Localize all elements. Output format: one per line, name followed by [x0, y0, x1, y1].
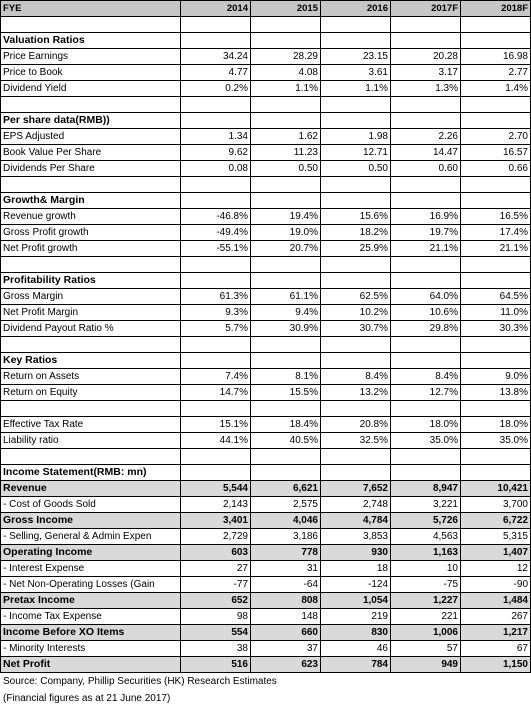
- row-label: Gross Margin: [1, 289, 181, 305]
- section-title-filler: [181, 353, 251, 369]
- spacer-cell: [251, 17, 321, 33]
- section-title-filler: [321, 465, 391, 481]
- value-cell: 3.17: [391, 65, 461, 81]
- income-row-label: Pretax Income: [1, 593, 181, 609]
- row-label: Liability ratio: [1, 433, 181, 449]
- income-value-cell: 2,729: [181, 529, 251, 545]
- spacer-cell: [461, 177, 531, 193]
- income-row: [1, 545, 531, 561]
- value-cell: 9.0%: [461, 369, 531, 385]
- spacer-row: [1, 97, 531, 113]
- income-value-cell: 930: [321, 545, 391, 561]
- income-value-cell: 46: [321, 641, 391, 657]
- section-title: Growth& Margin: [1, 193, 181, 209]
- income-value-cell: -77: [181, 577, 251, 593]
- value-cell: 20.28: [391, 49, 461, 65]
- spacer-cell: [321, 177, 391, 193]
- income-value-cell: 603: [181, 545, 251, 561]
- value-cell: 62.5%: [321, 289, 391, 305]
- income-value-cell: 1,150: [461, 657, 531, 673]
- value-cell: 11.0%: [461, 305, 531, 321]
- section-title-filler: [321, 193, 391, 209]
- value-cell: 16.57: [461, 145, 531, 161]
- section-title-filler: [321, 273, 391, 289]
- section-title-filler: [181, 113, 251, 129]
- section-title-filler: [251, 353, 321, 369]
- value-cell: 1.1%: [251, 81, 321, 97]
- spacer-cell: [1, 177, 181, 193]
- year-header: 2016: [321, 1, 391, 17]
- value-cell: 35.0%: [391, 433, 461, 449]
- value-cell: 64.5%: [461, 289, 531, 305]
- value-cell: 3.61: [321, 65, 391, 81]
- spacer-cell: [321, 449, 391, 465]
- value-cell: 64.0%: [391, 289, 461, 305]
- year-header: 2015: [251, 1, 321, 17]
- income-value-cell: 3,401: [181, 513, 251, 529]
- spacer-cell: [461, 17, 531, 33]
- section-title-filler: [251, 273, 321, 289]
- income-value-cell: 267: [461, 609, 531, 625]
- spacer-cell: [181, 257, 251, 273]
- data-row: [1, 289, 531, 305]
- income-row: [1, 513, 531, 529]
- income-row: [1, 641, 531, 657]
- income-value-cell: 652: [181, 593, 251, 609]
- section-title-filler: [321, 33, 391, 49]
- income-row: [1, 497, 531, 513]
- section-title-filler: [391, 33, 461, 49]
- value-cell: 44.1%: [181, 433, 251, 449]
- income-value-cell: 554: [181, 625, 251, 641]
- spacer-cell: [181, 17, 251, 33]
- row-label: Return on Equity: [1, 385, 181, 401]
- income-value-cell: 10: [391, 561, 461, 577]
- value-cell: 28.29: [251, 49, 321, 65]
- income-value-cell: 1,006: [391, 625, 461, 641]
- spacer-cell: [321, 97, 391, 113]
- income-value-cell: -90: [461, 577, 531, 593]
- section-title-row: [1, 33, 531, 49]
- section-title-row: [1, 353, 531, 369]
- value-cell: 12.71: [321, 145, 391, 161]
- data-row: [1, 241, 531, 257]
- value-cell: 14.47: [391, 145, 461, 161]
- income-value-cell: 37: [251, 641, 321, 657]
- data-row: [1, 49, 531, 65]
- income-row: [1, 657, 531, 673]
- spacer-cell: [181, 401, 251, 417]
- row-label: Dividend Payout Ratio %: [1, 321, 181, 337]
- section-title: Valuation Ratios: [1, 33, 181, 49]
- value-cell: 8.1%: [251, 369, 321, 385]
- income-value-cell: 1,163: [391, 545, 461, 561]
- spacer-row: [1, 177, 531, 193]
- value-cell: 16.98: [461, 49, 531, 65]
- spacer-cell: [1, 97, 181, 113]
- value-cell: 2.26: [391, 129, 461, 145]
- income-value-cell: 4,784: [321, 513, 391, 529]
- income-value-cell: 2,575: [251, 497, 321, 513]
- value-cell: 9.62: [181, 145, 251, 161]
- income-value-cell: -75: [391, 577, 461, 593]
- spacer-row: [1, 257, 531, 273]
- income-value-cell: 1,407: [461, 545, 531, 561]
- row-label: Dividend Yield: [1, 81, 181, 97]
- income-value-cell: 2,143: [181, 497, 251, 513]
- section-title: Per share data(RMB)): [1, 113, 181, 129]
- income-row-label: Gross Income: [1, 513, 181, 529]
- spacer-cell: [1, 17, 181, 33]
- spacer-cell: [251, 401, 321, 417]
- value-cell: 61.3%: [181, 289, 251, 305]
- income-value-cell: 4,563: [391, 529, 461, 545]
- income-row-label: - Selling, General & Admin Expen: [1, 529, 181, 545]
- spacer-cell: [321, 401, 391, 417]
- value-cell: 7.4%: [181, 369, 251, 385]
- section-title-filler: [321, 113, 391, 129]
- source-note: Source: Company, Phillip Securities (HK) Research Estimates: [3, 676, 277, 687]
- section-title-filler: [461, 113, 531, 129]
- income-value-cell: 949: [391, 657, 461, 673]
- spacer-cell: [1, 401, 181, 417]
- value-cell: 16.5%: [461, 209, 531, 225]
- section-title-filler: [251, 113, 321, 129]
- section-title-filler: [251, 33, 321, 49]
- spacer-cell: [181, 177, 251, 193]
- value-cell: 15.1%: [181, 417, 251, 433]
- data-row: [1, 81, 531, 97]
- spacer-cell: [251, 97, 321, 113]
- year-header: 2018F: [461, 1, 531, 17]
- value-cell: 0.50: [321, 161, 391, 177]
- section-title-filler: [461, 353, 531, 369]
- value-cell: 0.66: [461, 161, 531, 177]
- income-value-cell: 1,227: [391, 593, 461, 609]
- value-cell: 20.8%: [321, 417, 391, 433]
- data-row: [1, 209, 531, 225]
- income-value-cell: 1,217: [461, 625, 531, 641]
- income-value-cell: 623: [251, 657, 321, 673]
- income-value-cell: 10,421: [461, 481, 531, 497]
- income-value-cell: 6,722: [461, 513, 531, 529]
- value-cell: 21.1%: [461, 241, 531, 257]
- fye-label: FYE: [1, 1, 181, 17]
- spacer-cell: [391, 257, 461, 273]
- value-cell: 8.4%: [321, 369, 391, 385]
- value-cell: 17.4%: [461, 225, 531, 241]
- spacer-cell: [391, 17, 461, 33]
- income-title-row: [1, 465, 531, 481]
- value-cell: 18.0%: [461, 417, 531, 433]
- data-row: [1, 305, 531, 321]
- value-cell: 11.23: [251, 145, 321, 161]
- value-cell: 0.60: [391, 161, 461, 177]
- spacer-cell: [251, 257, 321, 273]
- section-title-filler: [181, 33, 251, 49]
- row-label: EPS Adjusted: [1, 129, 181, 145]
- row-label: Price to Book: [1, 65, 181, 81]
- data-row: [1, 369, 531, 385]
- spacer-cell: [461, 449, 531, 465]
- income-row-label: Net Profit: [1, 657, 181, 673]
- value-cell: 20.7%: [251, 241, 321, 257]
- spacer-cell: [321, 337, 391, 353]
- section-title-filler: [391, 193, 461, 209]
- section-title-filler: [461, 193, 531, 209]
- header-row: [1, 1, 531, 17]
- data-row: [1, 161, 531, 177]
- spacer-row: [1, 401, 531, 417]
- value-cell: -55.1%: [181, 241, 251, 257]
- income-row-label: - Income Tax Expense: [1, 609, 181, 625]
- spacer-cell: [391, 401, 461, 417]
- section-title-filler: [181, 193, 251, 209]
- value-cell: 40.5%: [251, 433, 321, 449]
- income-row: [1, 593, 531, 609]
- value-cell: -46.8%: [181, 209, 251, 225]
- row-label: Revenue growth: [1, 209, 181, 225]
- income-row: [1, 529, 531, 545]
- income-row: [1, 625, 531, 641]
- income-value-cell: 31: [251, 561, 321, 577]
- section-title-row: [1, 273, 531, 289]
- section-title: Key Ratios: [1, 353, 181, 369]
- value-cell: -49.4%: [181, 225, 251, 241]
- value-cell: 13.8%: [461, 385, 531, 401]
- spacer-cell: [1, 449, 181, 465]
- data-row: [1, 433, 531, 449]
- value-cell: 34.24: [181, 49, 251, 65]
- income-row-label: - Net Non-Operating Losses (Gain: [1, 577, 181, 593]
- income-value-cell: 778: [251, 545, 321, 561]
- value-cell: 15.5%: [251, 385, 321, 401]
- section-title-filler: [181, 273, 251, 289]
- spacer-cell: [251, 449, 321, 465]
- value-cell: 5.7%: [181, 321, 251, 337]
- row-label: Price Earnings: [1, 49, 181, 65]
- spacer-cell: [321, 257, 391, 273]
- income-value-cell: 808: [251, 593, 321, 609]
- income-value-cell: 830: [321, 625, 391, 641]
- value-cell: 14.7%: [181, 385, 251, 401]
- spacer-cell: [461, 401, 531, 417]
- section-title-filler: [461, 273, 531, 289]
- spacer-cell: [321, 17, 391, 33]
- section-title-row: [1, 113, 531, 129]
- data-row: [1, 225, 531, 241]
- spacer-cell: [461, 337, 531, 353]
- income-value-cell: 1,484: [461, 593, 531, 609]
- value-cell: 16.9%: [391, 209, 461, 225]
- income-value-cell: 3,186: [251, 529, 321, 545]
- value-cell: 9.3%: [181, 305, 251, 321]
- spacer-cell: [461, 97, 531, 113]
- spacer-cell: [391, 449, 461, 465]
- income-value-cell: 5,726: [391, 513, 461, 529]
- value-cell: 1.62: [251, 129, 321, 145]
- income-value-cell: 148: [251, 609, 321, 625]
- section-title: Profitability Ratios: [1, 273, 181, 289]
- section-title-filler: [461, 33, 531, 49]
- value-cell: 30.3%: [461, 321, 531, 337]
- value-cell: 30.9%: [251, 321, 321, 337]
- income-row-label: Revenue: [1, 481, 181, 497]
- value-cell: 10.2%: [321, 305, 391, 321]
- value-cell: 1.1%: [321, 81, 391, 97]
- figures-date-note: (Financial figures as at 21 June 2017): [3, 693, 171, 704]
- data-row: [1, 145, 531, 161]
- spacer-cell: [181, 449, 251, 465]
- income-value-cell: 98: [181, 609, 251, 625]
- value-cell: 32.5%: [321, 433, 391, 449]
- section-title-row: [1, 193, 531, 209]
- income-row-label: - Cost of Goods Sold: [1, 497, 181, 513]
- section-title-filler: [321, 353, 391, 369]
- value-cell: 30.7%: [321, 321, 391, 337]
- income-value-cell: 219: [321, 609, 391, 625]
- income-value-cell: 3,853: [321, 529, 391, 545]
- income-value-cell: 516: [181, 657, 251, 673]
- income-row: [1, 577, 531, 593]
- value-cell: 35.0%: [461, 433, 531, 449]
- section-title-filler: [181, 465, 251, 481]
- data-row: [1, 321, 531, 337]
- income-row: [1, 561, 531, 577]
- value-cell: 2.70: [461, 129, 531, 145]
- value-cell: 10.6%: [391, 305, 461, 321]
- income-value-cell: 3,221: [391, 497, 461, 513]
- income-value-cell: 27: [181, 561, 251, 577]
- value-cell: 18.4%: [251, 417, 321, 433]
- income-value-cell: 784: [321, 657, 391, 673]
- value-cell: 21.1%: [391, 241, 461, 257]
- income-value-cell: 6,621: [251, 481, 321, 497]
- income-statement-title: Income Statement(RMB: mn): [1, 465, 181, 481]
- income-value-cell: 660: [251, 625, 321, 641]
- value-cell: 19.7%: [391, 225, 461, 241]
- row-label: Net Profit Margin: [1, 305, 181, 321]
- section-title-filler: [391, 465, 461, 481]
- year-header: 2014: [181, 1, 251, 17]
- value-cell: 2.77: [461, 65, 531, 81]
- section-title-filler: [251, 193, 321, 209]
- row-label: Return on Assets: [1, 369, 181, 385]
- value-cell: 23.15: [321, 49, 391, 65]
- income-value-cell: 5,544: [181, 481, 251, 497]
- income-row-label: Operating Income: [1, 545, 181, 561]
- value-cell: 13.2%: [321, 385, 391, 401]
- spacer-cell: [391, 337, 461, 353]
- value-cell: 4.08: [251, 65, 321, 81]
- income-row-label: Income Before XO Items: [1, 625, 181, 641]
- income-value-cell: 4,046: [251, 513, 321, 529]
- income-row: [1, 481, 531, 497]
- value-cell: 19.4%: [251, 209, 321, 225]
- spacer-cell: [251, 177, 321, 193]
- value-cell: 18.2%: [321, 225, 391, 241]
- value-cell: 18.0%: [391, 417, 461, 433]
- income-value-cell: 18: [321, 561, 391, 577]
- value-cell: 9.4%: [251, 305, 321, 321]
- income-value-cell: 1,054: [321, 593, 391, 609]
- value-cell: 1.3%: [391, 81, 461, 97]
- spacer-cell: [251, 337, 321, 353]
- income-value-cell: 12: [461, 561, 531, 577]
- row-label: Net Profit growth: [1, 241, 181, 257]
- value-cell: 1.98: [321, 129, 391, 145]
- income-row-label: - Interest Expense: [1, 561, 181, 577]
- value-cell: 0.08: [181, 161, 251, 177]
- value-cell: 0.2%: [181, 81, 251, 97]
- value-cell: 8.4%: [391, 369, 461, 385]
- income-value-cell: 38: [181, 641, 251, 657]
- section-title-filler: [391, 113, 461, 129]
- spacer-cell: [181, 337, 251, 353]
- value-cell: 1.34: [181, 129, 251, 145]
- spacer-cell: [181, 97, 251, 113]
- section-title-filler: [251, 465, 321, 481]
- income-value-cell: 221: [391, 609, 461, 625]
- income-row: [1, 609, 531, 625]
- year-header: 2017F: [391, 1, 461, 17]
- value-cell: 1.4%: [461, 81, 531, 97]
- income-value-cell: 3,700: [461, 497, 531, 513]
- spacer-cell: [391, 177, 461, 193]
- income-value-cell: 57: [391, 641, 461, 657]
- value-cell: 61.1%: [251, 289, 321, 305]
- spacer-cell: [461, 257, 531, 273]
- income-value-cell: -124: [321, 577, 391, 593]
- income-value-cell: -64: [251, 577, 321, 593]
- data-row: [1, 65, 531, 81]
- spacer-row: [1, 17, 531, 33]
- section-title-filler: [461, 465, 531, 481]
- value-cell: 4.77: [181, 65, 251, 81]
- value-cell: 12.7%: [391, 385, 461, 401]
- income-value-cell: 5,315: [461, 529, 531, 545]
- data-row: [1, 385, 531, 401]
- spacer-cell: [391, 97, 461, 113]
- income-value-cell: 7,652: [321, 481, 391, 497]
- section-title-filler: [391, 353, 461, 369]
- row-label: Gross Profit growth: [1, 225, 181, 241]
- value-cell: 15.6%: [321, 209, 391, 225]
- spacer-cell: [1, 337, 181, 353]
- row-label: Dividends Per Share: [1, 161, 181, 177]
- data-row: [1, 417, 531, 433]
- spacer-cell: [1, 257, 181, 273]
- income-value-cell: 8,947: [391, 481, 461, 497]
- spacer-row: [1, 449, 531, 465]
- value-cell: 0.50: [251, 161, 321, 177]
- income-row-label: - Minority Interests: [1, 641, 181, 657]
- spacer-row: [1, 337, 531, 353]
- value-cell: 19.0%: [251, 225, 321, 241]
- row-label: Book Value Per Share: [1, 145, 181, 161]
- value-cell: 29.8%: [391, 321, 461, 337]
- value-cell: 25.9%: [321, 241, 391, 257]
- section-title-filler: [391, 273, 461, 289]
- row-label: Effective Tax Rate: [1, 417, 181, 433]
- data-row: [1, 129, 531, 145]
- income-value-cell: 67: [461, 641, 531, 657]
- income-value-cell: 2,748: [321, 497, 391, 513]
